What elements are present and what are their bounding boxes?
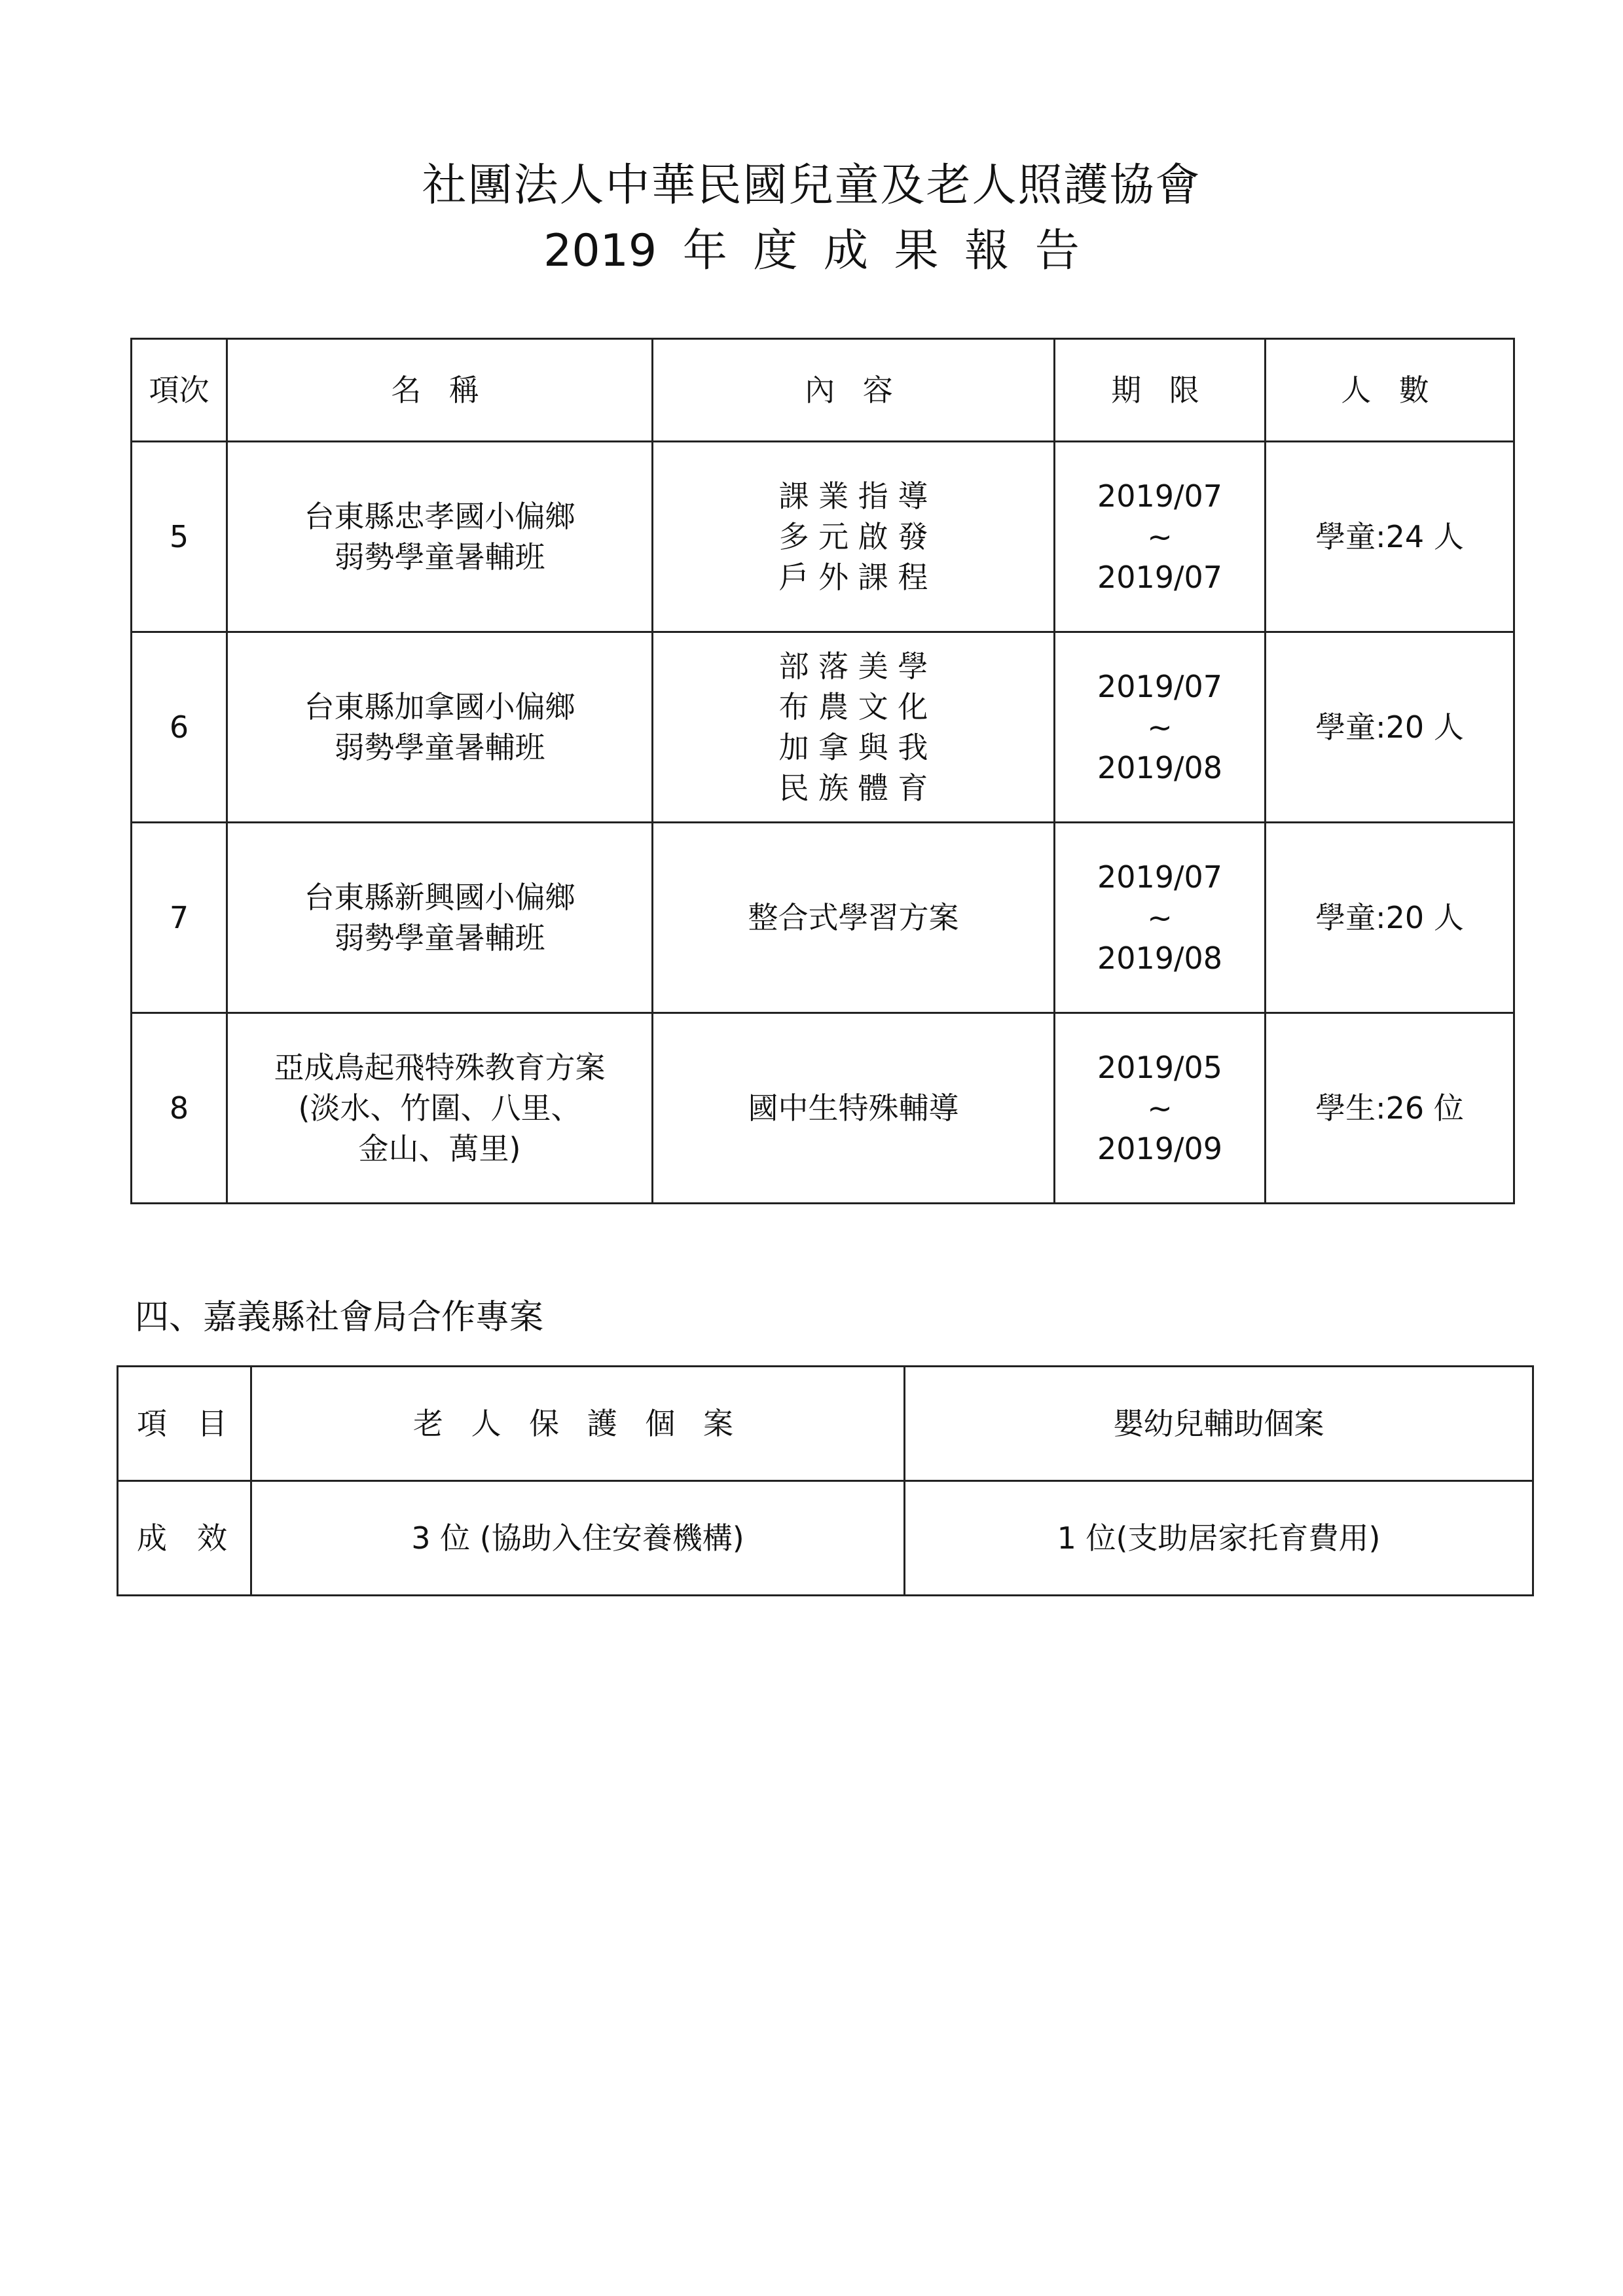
period-separator: ~ — [1147, 900, 1173, 935]
program-name — [227, 823, 653, 1013]
section-heading: 四、嘉義縣社會局合作專案 — [135, 1298, 544, 1337]
row-label: 項 目 — [118, 1367, 251, 1481]
table-row — [132, 632, 1514, 823]
period-start: 2019/07 — [1097, 859, 1223, 895]
period-separator: ~ — [1147, 709, 1173, 745]
period-end: 2019/08 — [1097, 750, 1223, 785]
program-name-line: 弱勢學童暑輔班 — [334, 920, 545, 956]
program-period — [1055, 1013, 1266, 1204]
header-infant-assistance: 嬰幼兒輔助個案 — [905, 1367, 1533, 1481]
content-line: 加 拿 與 我 — [778, 730, 928, 765]
row-label: 成 效 — [118, 1481, 251, 1596]
content-line: 部 落 美 學 — [778, 649, 928, 684]
content-line: 國中生特殊輔導 — [748, 1090, 959, 1126]
content-line: 課 業 指 導 — [778, 478, 928, 514]
participant-count: 學童:24 人 — [1266, 442, 1514, 632]
program-content — [653, 823, 1055, 1013]
program-name — [227, 1013, 653, 1204]
program-period — [1055, 442, 1266, 632]
period-start: 2019/07 — [1097, 669, 1223, 704]
header-item-no: 項次 — [132, 339, 227, 442]
program-name — [227, 442, 653, 632]
program-content — [653, 442, 1055, 632]
table-row — [132, 1013, 1514, 1204]
results-table — [130, 338, 1515, 1204]
header-content: 內 容 — [653, 339, 1055, 442]
program-content — [653, 632, 1055, 823]
program-name-line: 弱勢學童暑輔班 — [334, 539, 545, 575]
infant-assistance-result: 1 位(支助居家托育費用) — [905, 1481, 1533, 1596]
period-end: 2019/08 — [1097, 941, 1223, 976]
header-elder-protection: 老 人 保 護 個 案 — [251, 1367, 905, 1481]
item-no: 5 — [132, 442, 227, 632]
program-name-line: (淡水、竹圍、八里、 — [298, 1090, 581, 1126]
period-start: 2019/05 — [1097, 1050, 1223, 1085]
table-row — [118, 1481, 1533, 1596]
content-line: 民 族 體 育 — [778, 770, 928, 806]
period-separator: ~ — [1147, 1090, 1173, 1126]
program-name-line: 亞成鳥起飛特殊教育方案 — [274, 1050, 606, 1085]
table-row — [132, 823, 1514, 1013]
table-header-row — [118, 1367, 1533, 1481]
participant-count: 學生:26 位 — [1266, 1013, 1514, 1204]
program-name — [227, 632, 653, 823]
period-end: 2019/07 — [1097, 560, 1223, 595]
table-header-row — [132, 339, 1514, 442]
document-subtitle: 2019 年 度 成 果 報 告 — [543, 225, 1080, 277]
program-name-line: 台東縣新興國小偏鄉 — [304, 880, 575, 915]
cooperation-table — [117, 1365, 1534, 1596]
item-no: 7 — [132, 823, 227, 1013]
program-content — [653, 1013, 1055, 1204]
header-people: 人 數 — [1266, 339, 1514, 442]
content-line: 整合式學習方案 — [748, 900, 959, 935]
program-name-line: 弱勢學童暑輔班 — [334, 730, 545, 765]
header-period: 期 限 — [1055, 339, 1266, 442]
header-name: 名 稱 — [227, 339, 653, 442]
period-start: 2019/07 — [1097, 478, 1223, 514]
period-end: 2019/09 — [1097, 1131, 1223, 1166]
content-line: 布 農 文 化 — [778, 689, 928, 725]
table-row — [132, 442, 1514, 632]
program-name-line: 金山、萬里) — [358, 1131, 521, 1166]
participant-count: 學童:20 人 — [1266, 823, 1514, 1013]
item-no: 8 — [132, 1013, 227, 1204]
elder-protection-result: 3 位 (協助入住安養機構) — [251, 1481, 905, 1596]
program-name-line: 台東縣忠孝國小偏鄉 — [304, 499, 575, 534]
program-period — [1055, 823, 1266, 1013]
program-period — [1055, 632, 1266, 823]
document-title: 社團法人中華民國兒童及老人照護協會 — [422, 160, 1201, 211]
participant-count: 學童:20 人 — [1266, 632, 1514, 823]
period-separator: ~ — [1147, 519, 1173, 554]
content-line: 多 元 啟 發 — [778, 519, 928, 554]
program-name-line: 台東縣加拿國小偏鄉 — [304, 689, 575, 725]
item-no: 6 — [132, 632, 227, 823]
content-line: 戶 外 課 程 — [778, 560, 928, 595]
